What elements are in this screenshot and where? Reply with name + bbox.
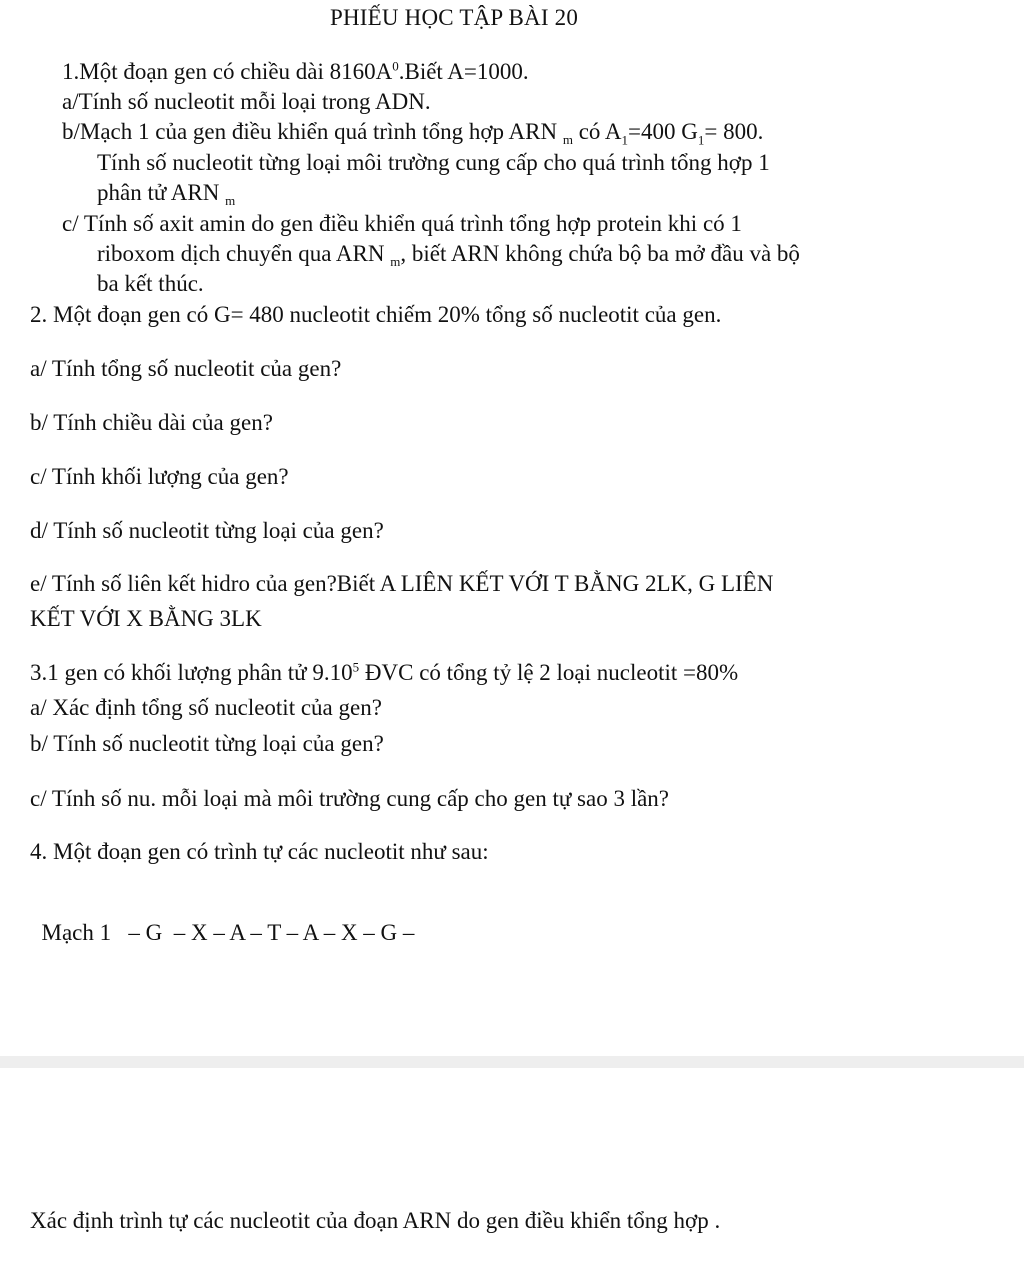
q2-part-d: d/ Tính số nucleotit từng loại của gen? [30,518,384,543]
q1-part-c-line2: riboxom dịch chuyển qua ARN $_m$, biết ARN không chứa bộ ba mở đầu và bộ [97,241,800,269]
q1-part-b: b/Mạch 1 của gen điều khiển quá trình tổng hợp ARN $_m$ có $A_1=400$ $G_1= 800$. [62,119,764,148]
q1-part-a: a/Tính số nucleotit mỗi loại trong ADN. [62,89,431,114]
q3-part-b: b/ Tính số nucleotit từng loại của gen? [30,731,384,756]
page2-question: Xác định trình tự các nucleotit của đoạn ARN do gen điều khiển tổng hợp . [30,1208,721,1233]
q1-part-c: c/ Tính số axit amin do gen điều khiển quá trình tổng hợp protein khi có 1 [62,211,742,236]
q2-intro: 2. Một đoạn gen có G= 480 nucleotit chiếm 20% tổng số nucleotit của gen. [30,302,722,327]
q2-part-e-line2: KẾT VỚI X BẰNG 3LK [30,606,262,631]
q1-intro: 1.Một đoạn gen có chiều dài $8160A^0.Biết$ A=1000. [62,58,529,84]
q1-part-c-line3: ba kết thúc. [97,271,204,296]
q2-part-a: a/ Tính tổng số nucleotit của gen? [30,356,342,381]
q3-intro: 3.1 gen có khối lượng phân tử 9.10$^5$ ĐVC có tổng tỷ lệ 2 loại nucleotit =80% [30,659,739,685]
page-title: PHIẾU HỌC TẬP BÀI 20 [330,5,579,30]
page-separator [0,1056,1024,1068]
q2-part-c: c/ Tính khối lượng của gen? [30,464,289,489]
q4-intro: 4. Một đoạn gen có trình tự các nucleotit như sau: [30,839,489,864]
q3-part-a: a/ Xác định tổng số nucleotit của gen? [30,695,382,720]
q1-part-b-line2: Tính số nucleotit từng loại môi trường cung cấp cho quá trình tổng hợp 1 [97,150,770,175]
q2-part-b: b/ Tính chiều dài của gen? [30,410,273,435]
q2-part-e: e/ Tính số liên kết hidro của gen?Biết A LIÊN KẾT VỚI T BẰNG 2LK, G LIÊN [30,571,774,596]
q4-strand-1: Mạch 1 – G – X – A – T – A – X – G – [41,920,415,945]
q3-part-c: c/ Tính số nu. mỗi loại mà môi trường cung cấp cho gen tự sao 3 lần? [30,786,670,811]
q1-part-b-line3: phân tử ARN $_m$ [97,180,236,208]
